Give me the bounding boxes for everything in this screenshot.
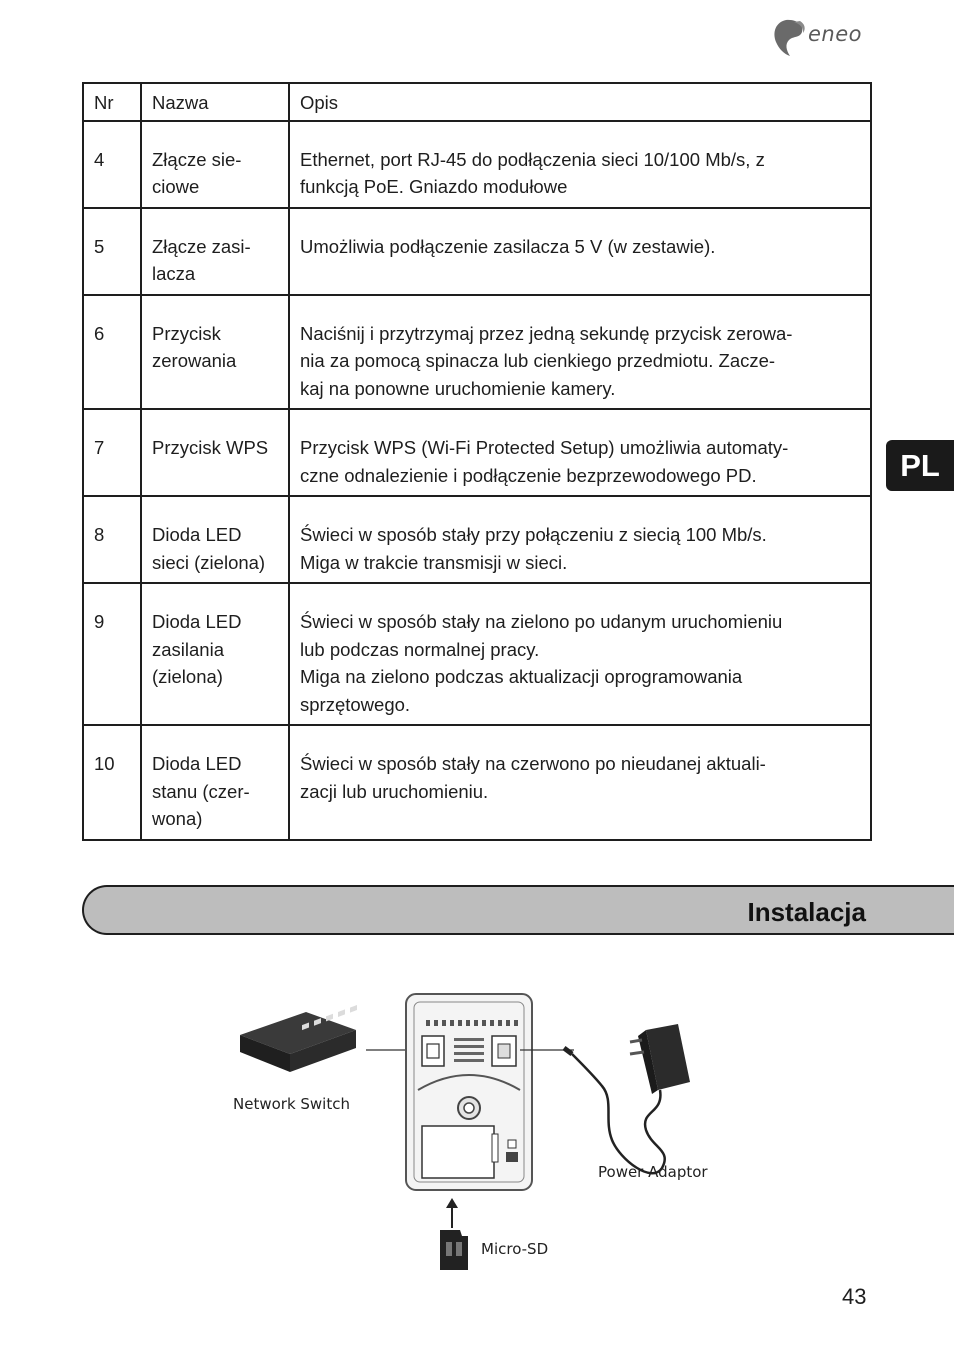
- network-switch-icon: [240, 1005, 357, 1072]
- power-adaptor-label: Power Adaptor: [598, 1163, 708, 1181]
- cell-nazwa: Dioda LED stanu (czer- wona): [141, 725, 289, 840]
- brand-name: eneo: [808, 22, 862, 46]
- spec-table: [82, 82, 872, 841]
- cell-nr: 7: [83, 409, 141, 496]
- diagram-drawing: [228, 990, 728, 1275]
- table-row: [83, 121, 871, 208]
- cell-opis: Świeci w sposób stały przy połączeniu z siecią 100 Mb/s. Miga w trakcie transmisji w sieci.: [289, 496, 871, 583]
- table-row: [83, 295, 871, 410]
- cell-opis: Umożliwia podłączenie zasilacza 5 V (w zestawie).: [289, 208, 871, 295]
- page-number: 43: [842, 1284, 867, 1309]
- cell-nazwa: Przycisk zerowania: [141, 295, 289, 410]
- header-opis: Opis: [289, 83, 871, 121]
- language-tab: PL: [886, 440, 954, 491]
- cell-opis: Świeci w sposób stały na zielono po udanym uruchomieniu lub podczas normalnej pracy. Miga na zielono podczas aktualizacji oprogramowania sprzętowego.: [289, 583, 871, 725]
- cell-opis: Przycisk WPS (Wi-Fi Protected Setup) umożliwia automaty- czne odnalezienie i podłączenie bezprzewodowego PD.: [289, 409, 871, 496]
- cell-nazwa: Dioda LED zasilania (zielona): [141, 583, 289, 725]
- installation-diagram: [228, 990, 728, 1275]
- cell-nr: 5: [83, 208, 141, 295]
- cell-nr: 9: [83, 583, 141, 725]
- cell-nazwa: Złącze zasi- lacza: [141, 208, 289, 295]
- cell-opis: Ethernet, port RJ-45 do podłączenia sieci 10/100 Mb/s, z funkcją PoE. Gniazdo modułowe: [289, 121, 871, 208]
- cell-nr: 10: [83, 725, 141, 840]
- cell-opis: Świeci w sposób stały na czerwono po nieudanej aktuali- zacji lub uruchomieniu.: [289, 725, 871, 840]
- arrow-up-icon: [446, 1198, 458, 1228]
- table-row: [83, 409, 871, 496]
- micro-sd-icon: [440, 1230, 468, 1270]
- cell-nr: 6: [83, 295, 141, 410]
- cell-nr: 8: [83, 496, 141, 583]
- table-row: [83, 725, 871, 840]
- cell-nazwa: Złącze sie- ciowe: [141, 121, 289, 208]
- header-nazwa: Nazwa: [141, 83, 289, 121]
- cell-nazwa: Przycisk WPS: [141, 409, 289, 496]
- header-nr: Nr: [83, 83, 141, 121]
- camera-back-icon: [406, 994, 532, 1190]
- section-header: [82, 885, 954, 935]
- table-row: [83, 208, 871, 295]
- power-adaptor-icon: [564, 1024, 690, 1173]
- cell-nazwa: Dioda LED sieci (zielona): [141, 496, 289, 583]
- micro-sd-label: Micro-SD: [481, 1240, 549, 1258]
- table-row: [83, 583, 871, 725]
- section-title: Instalacja: [747, 897, 866, 927]
- network-switch-label: Network Switch: [233, 1095, 350, 1113]
- table-row: [83, 496, 871, 583]
- table-header-row: [83, 83, 871, 121]
- cell-nr: 4: [83, 121, 141, 208]
- cell-opis: Naciśnij i przytrzymaj przez jedną sekundę przycisk zerowa- nia za pomocą spinacza lub cienkiego przedmiotu. Zacze- kaj na ponowne uruchomienie kamery.: [289, 295, 871, 410]
